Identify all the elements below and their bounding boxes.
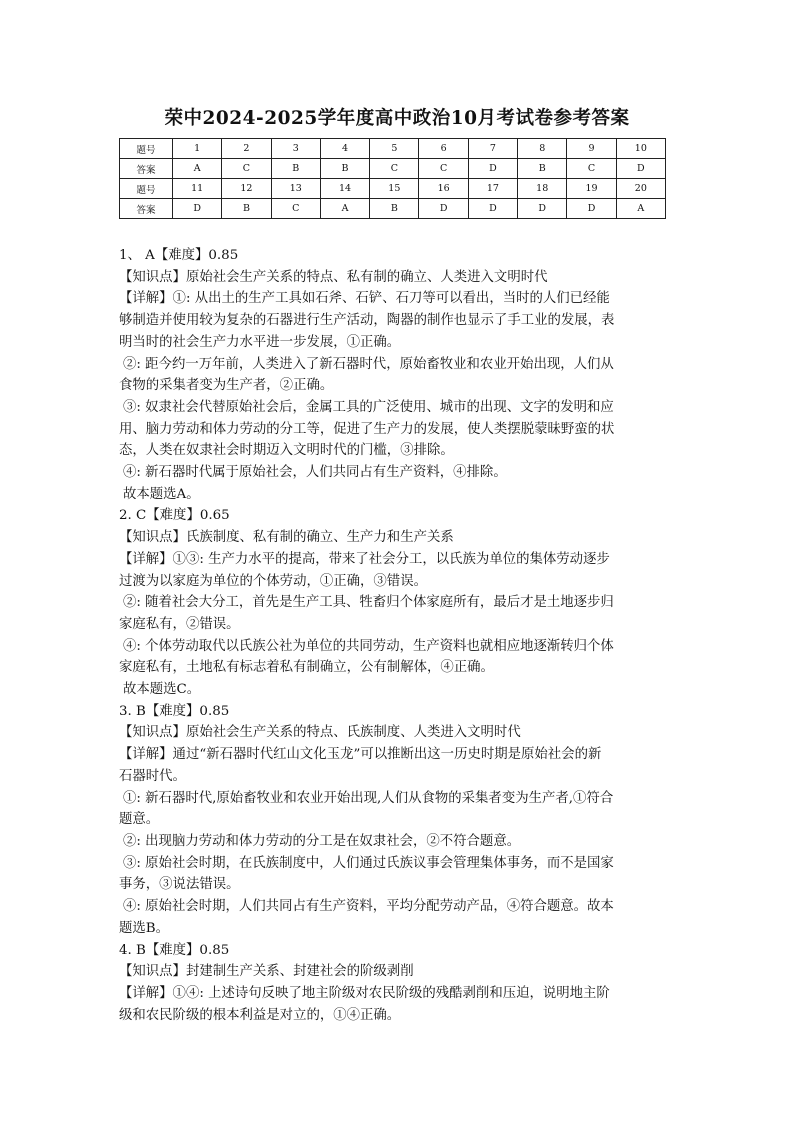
text-line: 【知识点】氏族制度、私有制的确立、生产力和生产关系 <box>119 530 454 546</box>
answer-cell: D <box>468 159 517 179</box>
question-number-cell: 7 <box>468 139 517 159</box>
text-line: ②: 距今约一万年前，人类进入了新石器时代，原始畜牧业和农业开始出现，人们从 <box>123 356 614 372</box>
question-number-cell: 17 <box>468 179 517 199</box>
answer-cell: A <box>320 199 369 219</box>
answer-cell: B <box>370 199 419 219</box>
text-line: 1、 A【难度】0.85 <box>119 248 239 263</box>
answer-table-row <box>120 199 666 219</box>
answer-cell: D <box>616 159 665 179</box>
answer-table <box>119 138 666 219</box>
question-number-cell: 2 <box>222 139 271 159</box>
answer-cell: A <box>173 159 222 179</box>
question-number-cell: 10 <box>616 139 665 159</box>
answer-cell: D <box>173 199 222 219</box>
question-number-cell: 14 <box>320 179 369 199</box>
answer-cell: B <box>222 199 271 219</box>
question-number-cell: 18 <box>518 179 567 199</box>
question-number-cell: 11 <box>173 179 222 199</box>
question-number-cell: 20 <box>616 179 665 199</box>
question-number-cell: 1 <box>173 139 222 159</box>
answer-cell: D <box>468 199 517 219</box>
text-line: 家庭私有，②错误。 <box>119 616 240 632</box>
text-line: 故本题选A。 <box>123 486 200 502</box>
question-number-cell: 5 <box>370 139 419 159</box>
text-line: 【知识点】原始社会生产关系的特点、氏族制度、人类进入文明时代 <box>119 725 521 741</box>
text-line: 用、脑力劳动和体力劳动的分工等，促进了生产力的发展，使人类摆脱蒙昧野蛮的状 <box>119 421 615 437</box>
row-label: 答案 <box>120 159 173 179</box>
answer-table-row <box>120 179 666 199</box>
row-label: 题号 <box>120 179 173 199</box>
question-number-cell: 8 <box>518 139 567 159</box>
question-number-cell: 15 <box>370 179 419 199</box>
text-line: ③: 原始社会时期，在氏族制度中，人们通过氏族议事会管理集体事务，而不是国家 <box>123 855 614 871</box>
question-number-cell: 16 <box>419 179 468 199</box>
text-line: ②: 出现脑力劳动和体力劳动的分工是在奴隶社会，②不符合题意。 <box>123 833 521 849</box>
answer-cell: C <box>370 159 419 179</box>
text-line: 【详解】①③: 生产力水平的提高，带来了社会分工，以氏族为单位的集体劳动逐步 <box>119 551 610 567</box>
text-line: 【知识点】封建制生产关系、封建社会的阶级剥削 <box>119 964 414 980</box>
text-line: 态，人类在奴隶社会时期迈入文明时代的门槛，③排除。 <box>119 443 454 459</box>
text-line: 题意。 <box>119 812 160 828</box>
answer-table-row <box>120 159 666 179</box>
text-line: 事务，③说法错误。 <box>119 877 240 893</box>
text-line: 4. B【难度】0.85 <box>119 942 230 958</box>
question-number-cell: 13 <box>271 179 320 199</box>
answer-explanations <box>119 245 679 1026</box>
question-number-cell: 4 <box>320 139 369 159</box>
text-line: 过渡为以家庭为单位的个体劳动，①正确，③错误。 <box>119 573 427 589</box>
text-line: 3. B【难度】0.85 <box>119 703 230 719</box>
answer-cell: C <box>222 159 271 179</box>
text-line: 【知识点】原始社会生产关系的特点、私有制的确立、人类进入文明时代 <box>119 269 548 285</box>
text-line: 【详解】通过“新石器时代红山文化玉龙”可以推断出这一历史时期是原始社会的新 <box>119 747 602 763</box>
answer-cell: D <box>567 199 616 219</box>
row-label: 题号 <box>120 139 173 159</box>
question-number-cell: 9 <box>567 139 616 159</box>
text-line: 食物的采集者变为生产者，②正确。 <box>119 378 334 394</box>
question-number-cell: 3 <box>271 139 320 159</box>
answer-cell: B <box>271 159 320 179</box>
question-number-cell: 19 <box>567 179 616 199</box>
answer-table-row <box>120 139 666 159</box>
answer-cell: A <box>616 199 665 219</box>
text-line: ④: 新石器时代属于原始社会，人们共同占有生产资料，④排除。 <box>123 465 507 481</box>
text-line: 2. C【难度】0.65 <box>119 508 230 524</box>
row-label: 答案 <box>120 199 173 219</box>
text-line: 明当时的社会生产力水平进一步发展，①正确。 <box>119 334 401 350</box>
text-line: 【详解】①④: 上述诗句反映了地主阶级对农民阶级的残酷剥削和压迫，说明地主阶 <box>119 985 610 1001</box>
text-line: ③: 奴隶社会代替原始社会后，金属工具的广泛使用、城市的出现、文字的发明和应 <box>123 399 614 415</box>
text-line: ④: 个体劳动取代以氏族公社为单位的共同劳动，生产资料也就相应地逐渐转归个体 <box>123 638 614 654</box>
text-line: ①: 新石器时代,原始畜牧业和农业开始出现,人们从食物的采集者变为生产者,①符合 <box>123 790 614 806</box>
question-number-cell: 6 <box>419 139 468 159</box>
page-title: 荣中2024-2025学年度高中政治10月考试卷参考答案 <box>164 108 630 129</box>
text-line: 【详解】①: 从出土的生产工具如石斧、石铲、石刀等可以看出，当时的人们已经能 <box>119 291 610 307</box>
answer-cell: C <box>567 159 616 179</box>
answer-cell: D <box>419 199 468 219</box>
answer-cell: B <box>518 159 567 179</box>
text-line: ④: 原始社会时期，人们共同占有生产资料，平均分配劳动产品，④符合题意。故本 <box>123 899 614 915</box>
text-line: 题选B。 <box>119 920 170 936</box>
answer-cell: C <box>271 199 320 219</box>
answer-cell: C <box>419 159 468 179</box>
question-number-cell: 12 <box>222 179 271 199</box>
text-line: ②: 随着社会大分工，首先是生产工具、牲畜归个体家庭所有，最后才是土地逐步归 <box>123 595 614 611</box>
answer-cell: D <box>518 199 567 219</box>
text-line: 石器时代。 <box>119 768 186 784</box>
text-line: 够制造并使用较为复杂的石器进行生产活动，陶器的制作也显示了手工业的发展，表 <box>119 313 615 329</box>
answer-cell: B <box>320 159 369 179</box>
text-line: 级和农民阶级的根本利益是对立的，①④正确。 <box>119 1007 401 1023</box>
text-line: 家庭私有，土地私有标志着私有制确立，公有制解体，④正确。 <box>119 660 494 676</box>
text-line: 故本题选C。 <box>123 682 201 698</box>
